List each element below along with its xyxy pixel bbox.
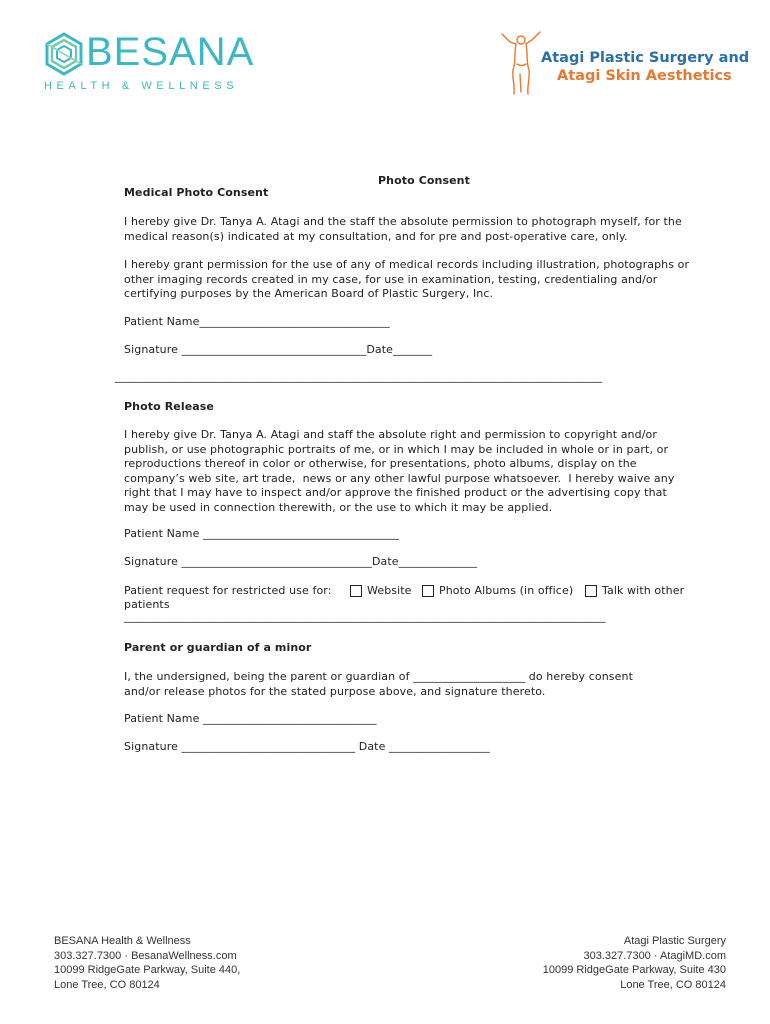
footer-line: Lone Tree, CO 80124 [54, 978, 160, 991]
photo-release-heading: Photo Release [124, 400, 214, 413]
paragraph-line: reproductions thereof in color or otherwise, for presentations, photo albums, display on the [124, 457, 637, 471]
medical-consent-heading: Medical Photo Consent [124, 186, 269, 199]
atagi-title-line2: Atagi Skin Aesthetics [557, 68, 732, 84]
footer-line: BESANA Health & Wellness [54, 935, 191, 947]
restricted-use-label: Patient request for restricted use for: [124, 584, 332, 597]
paragraph-line: right that I may have to inspect and/or approve the finished product or the advertising copy that [124, 486, 667, 500]
footer-line: 303.327.7300 · BesanaWellness.com [54, 949, 237, 962]
photo-release-paragraph [124, 428, 674, 516]
restricted-use-label-continued: patients [124, 598, 170, 611]
paragraph-line: I hereby grant permission for the use of any of medical records including illustration, photographs or [124, 258, 690, 271]
besana-brand: BESANA [86, 30, 255, 74]
paragraph-line: I, the undersigned, being the parent or guardian of ____________________ do hereby consent [124, 670, 633, 683]
photo-albums-option-label: Photo Albums (in office) [439, 584, 574, 597]
besana-tagline: HEALTH & WELLNESS [44, 80, 239, 92]
paragraph-line: medical reason(s) indicated at my consultation, and for pre and post-operative care, only. [124, 229, 628, 243]
section-separator: ______________________________________________________________________________________ [124, 610, 606, 623]
footer-line: Lone Tree, CO 80124 [620, 978, 726, 991]
talk-with-other-patients-checkbox[interactable] [585, 585, 597, 597]
talk-with-other-option-label: Talk with other [602, 584, 685, 597]
atagi-logo [498, 28, 750, 98]
paragraph-line: company’s web site, art trade, news or any other lawful purpose whatsoever. I hereby waive any [124, 471, 675, 485]
document-title: Photo Consent [378, 174, 470, 187]
photo-albums-checkbox[interactable] [422, 585, 434, 597]
paragraph-line: certifying purposes by the American Board of Plastic Surgery, Inc. [124, 287, 494, 301]
besana-logo [44, 30, 254, 94]
footer-line: 303.327.7300 · AtagiMD.com [583, 949, 726, 962]
figure-silhouette-icon [498, 28, 544, 96]
section-separator: _______________________________________________________________________________________ [115, 370, 603, 383]
atagi-title-line1: Atagi Plastic Surgery and [541, 50, 750, 66]
footer-besana-address [54, 934, 240, 992]
guardian-signature-date-field[interactable]: Signature _______________________________ Date __________________ [124, 740, 490, 753]
release-patient-name-field[interactable]: Patient Name ___________________________________ [124, 527, 400, 540]
guardian-heading: Parent or guardian of a minor [124, 641, 312, 654]
footer-line: Atagi Plastic Surgery [623, 935, 726, 947]
paragraph-line: may be used in connection therewith, or the use to which it may be applied. [124, 500, 553, 514]
website-checkbox[interactable] [350, 585, 362, 597]
medical-patient-name-field[interactable]: Patient Name__________________________________ [124, 315, 390, 328]
paragraph-line: publish, or use photographic portraits of me, or in which I may be included in whole or in part, or [124, 442, 669, 456]
footer-atagi-address [543, 934, 726, 992]
paragraph-line: I hereby give Dr. Tanya A. Atagi and the staff the absolute permission to photograph myself, for the [124, 215, 682, 228]
guardian-patient-name-field[interactable]: Patient Name _______________________________ [124, 712, 377, 725]
medical-signature-date-field[interactable]: Signature _________________________________Date_______ [124, 343, 433, 356]
hexagon-knot-icon [44, 32, 84, 76]
footer-line: 10099 RidgeGate Parkway, Suite 440, [54, 964, 241, 976]
paragraph-line: I hereby give Dr. Tanya A. Atagi and staff the absolute right and permission to copyright and/or [124, 428, 657, 441]
paragraph-line: and/or release photos for the stated purpose above, and signature thereto. [124, 684, 546, 698]
medical-consent-paragraph-2 [124, 258, 689, 302]
guardian-paragraph [124, 670, 633, 699]
paragraph-line: other imaging records created in my case, for use in examination, testing, credentialing and/or [124, 272, 658, 286]
release-signature-date-field[interactable]: Signature __________________________________Date______________ [124, 555, 478, 568]
footer-line: 10099 RidgeGate Parkway, Suite 430 [542, 964, 726, 976]
website-option-label: Website [367, 584, 412, 597]
medical-consent-paragraph-1 [124, 215, 682, 244]
